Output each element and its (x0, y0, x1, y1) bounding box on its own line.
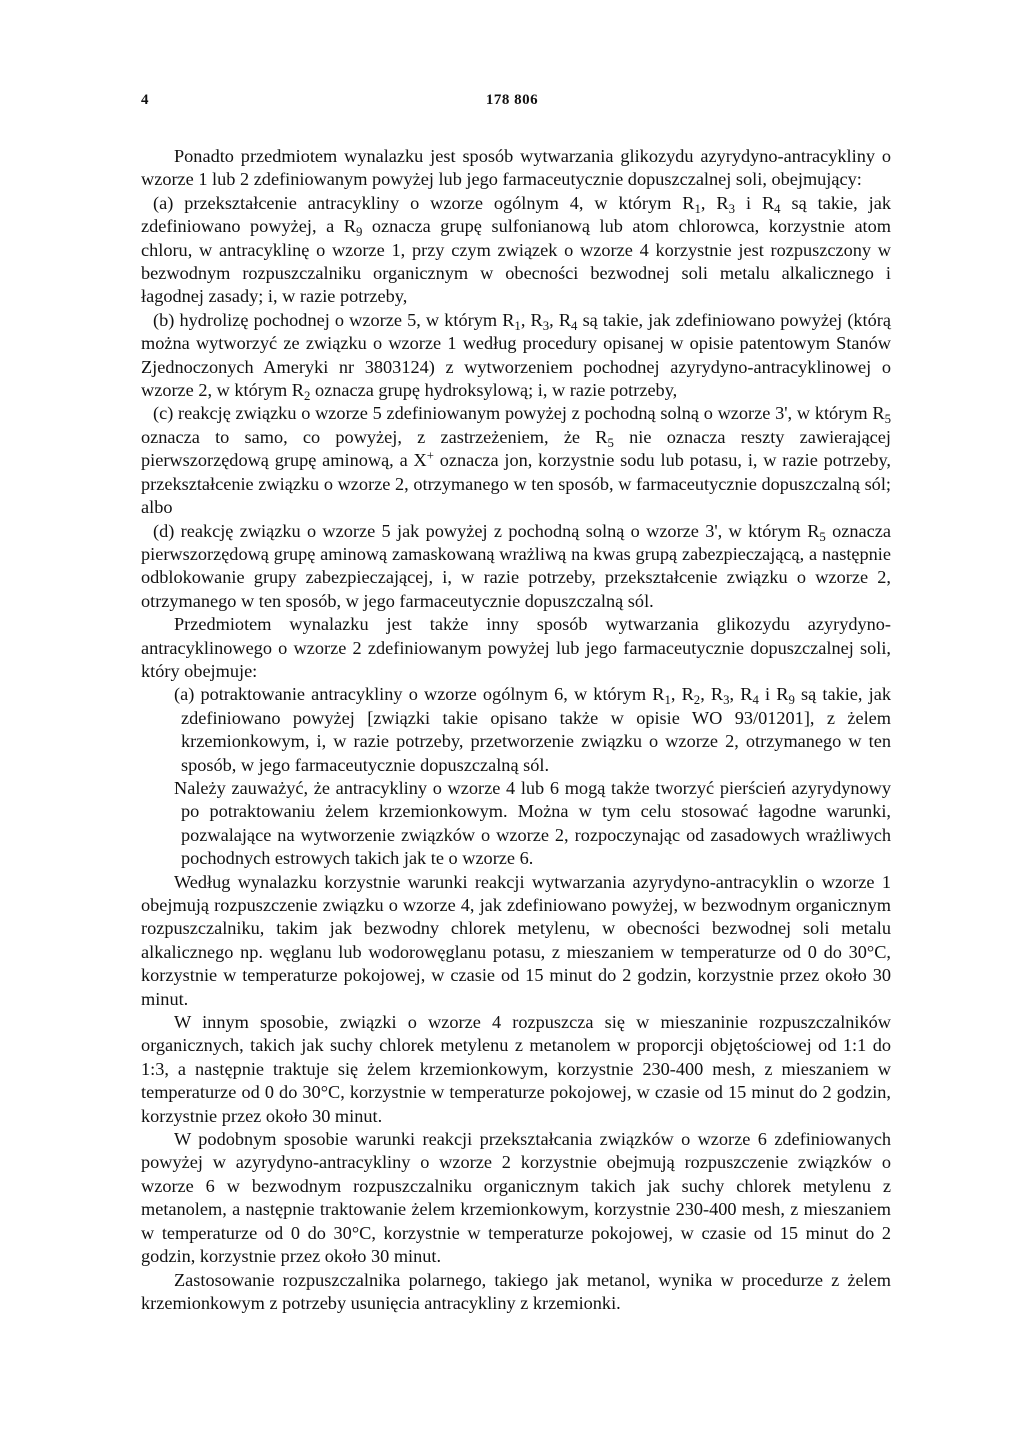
paragraph-alt-method: Przedmiotem wynalazku jest także inny sposób wytwarzania glikozydu azyrydyno-antracyklinowego o wzorze 2 zdefiniowanym powyżej lub jego farmaceutycznie dopuszczalnej soli, który obejmuje: (141, 614, 891, 681)
paragraph-step-d: (d) reakcję związku o wzorze 5 jak powyżej z pochodną solną o wzorze 3', w którym $R_5$ oznacza pierwszorzędową grupę aminową zamaskowaną wrażliwą na kwas grupą zabezpieczającą, a następnie odblokowanie grupy zabezpieczającej, i, w razie potrzeby, przekształcenie związku o wzorze 2, otrzymanego w ten sposób, w jego farmaceutycznie dopuszczalną sól. (141, 520, 891, 611)
page-header (0, 92, 1024, 116)
paragraph-step-c: (c) reakcję związku o wzorze 5 zdefiniowanym powyżej z pochodną solną o wzorze 3', w którym $R_5$ oznacza to samo, co powyżej, z zastrzeżeniem, że $R_5$ nie oznacza reszty zawierającej pierwszorzędową grupę aminową, a X+ oznacza jon, korzystnie sodu lub potasu, i, w razie potrzeby, przekształcenie związku o wzorze 2, otrzymanego w ten sposób, w farmaceutycznie dopuszczalną sól; albo (141, 403, 891, 518)
paragraph-solvent: Zastosowanie rozpuszczalnika polarnego, takiego jak metanol, wynika w procedurze z żelem krzemionkowym z potrzeby usunięcia antracykliny z krzemionki. (141, 1269, 891, 1313)
paragraph-conditions-2: W innym sposobie, związki o wzorze 4 rozpuszcza się w mieszaninie rozpuszczalników organicznych, takich jak suchy chlorek metylenu z metanolem w proporcji objętościowej od 1:1 do 1:3, a następnie traktuje się żelem krzemionkowym, korzystnie 230-400 mesh, z mieszaniem w temperaturze od 0 do 30°C, korzystnie w temperaturze pokojowej, w czasie od 15 minut do 2 godzin, korzystnie przez około 30 minut. (141, 1012, 891, 1126)
paragraph-conditions-1: Według wynalazku korzystnie warunki reakcji wytwarzania azyrydyno-antracyklin o wzorze 1 obejmują rozpuszczenie związku o wzorze 4, jak zdefiniowano powyżej, w bezwodnym organicznym rozpuszczalniku, takim jak bezwodny chlorek metylenu, w obecności bezwodnej soli metalu alkalicznego np. węglanu lub wodorowęglanu potasu, z mieszaniem w temperaturze od 0 do 30°C, korzystnie w temperaturze pokojowej, w czasie od 15 minut do 2 godzin, korzystnie przez około 30 minut. (141, 871, 891, 1009)
page-number: 4 (141, 92, 149, 108)
paragraph-step-a: (a) przekształcenie antracykliny o wzorze ogólnym 4, w którym $R_1$, $R_3$ i $R_4$ są takie, jak zdefiniowano powyżej, a $R_9$ oznacza grupę sulfonianową lub atom chlorowca, korzystnie atom chloru, w antracyklinę o wzorze 1, przy czym związek o wzorze 4 korzystnie jest rozpuszczony w bezwodnym rozpuszczalniku organicznym w obecności bezwodnej soli metalu alkalicznego i łagodnej zasady; i, w razie potrzeby, (141, 192, 892, 307)
paragraph-alt-step-a: (a) potraktowanie antracykliny o wzorze ogólnym 6, w którym $R_1$, $R_2$, $R_3$, $R_4$ i $R_9$ są takie, jak zdefiniowano powyżej [związki takie opisano także w opisie WO 93/01201], z żelem krzemionkowym, i, w razie potrzeby, przetworzenie związku o wzorze 2, otrzymanego w ten sposób, w jego farmaceutycznie dopuszczalną sól. (174, 684, 891, 775)
document-body (141, 145, 891, 1315)
paragraph-note: Należy zauważyć, że antracykliny o wzorze 4 lub 6 mogą także tworzyć pierścień azyrydynowy po potraktowaniu żelem krzemionkowym. Można w tym celu stosować łagodne warunki, pozwalające na wytworzenie związków o wzorze 2, rozpoczynając od zasadowych wrażliwych pochodnych estrowych takich jak te o wzorze 6. (174, 777, 891, 869)
paragraph-conditions-3: W podobnym sposobie warunki reakcji przekształcania związków o wzorze 6 zdefiniowanych powyżej w azyrydyno-antracykliny o wzorze 2 korzystnie obejmują rozpuszczenie związków o wzorze 6 w bezwodnym rozpuszczalniku organicznym takich jak suchy chlorek metylenu z metanolem, a następnie traktowanie żelem krzemionkowym, korzystnie 230-400 mesh, z mieszaniem w temperaturze od 0 do 30°C, korzystnie w temperaturze pokojowej, w czasie od 15 minut do 2 godzin, korzystnie przez około 30 minut. (141, 1129, 891, 1267)
patent-number: 178 806 (485, 92, 539, 108)
paragraph-intro-method: Ponadto przedmiotem wynalazku jest sposób wytwarzania glikozydu azyrydyno-antracykliny o wzorze 1 lub 2 zdefiniowanym powyżej lub jego farmaceutycznie dopuszczalnej soli, obejmujący: (141, 146, 891, 190)
paragraph-step-b: (b) hydrolizę pochodnej o wzorze 5, w którym $R_1$, $R_3$, $R_4$ są takie, jak zdefiniowano powyżej (którą można wytworzyć ze związku o wzorze 1 według procedury opisanej w opisie patentowym Stanów Zjednoczonych Ameryki nr 3803124) z wytworzeniem pochodnej azyrydyno-antracyklinowej o wzorze 2, w którym $R_2$ oznacza grupę hydroksylową; i, w razie potrzeby, (141, 309, 891, 403)
